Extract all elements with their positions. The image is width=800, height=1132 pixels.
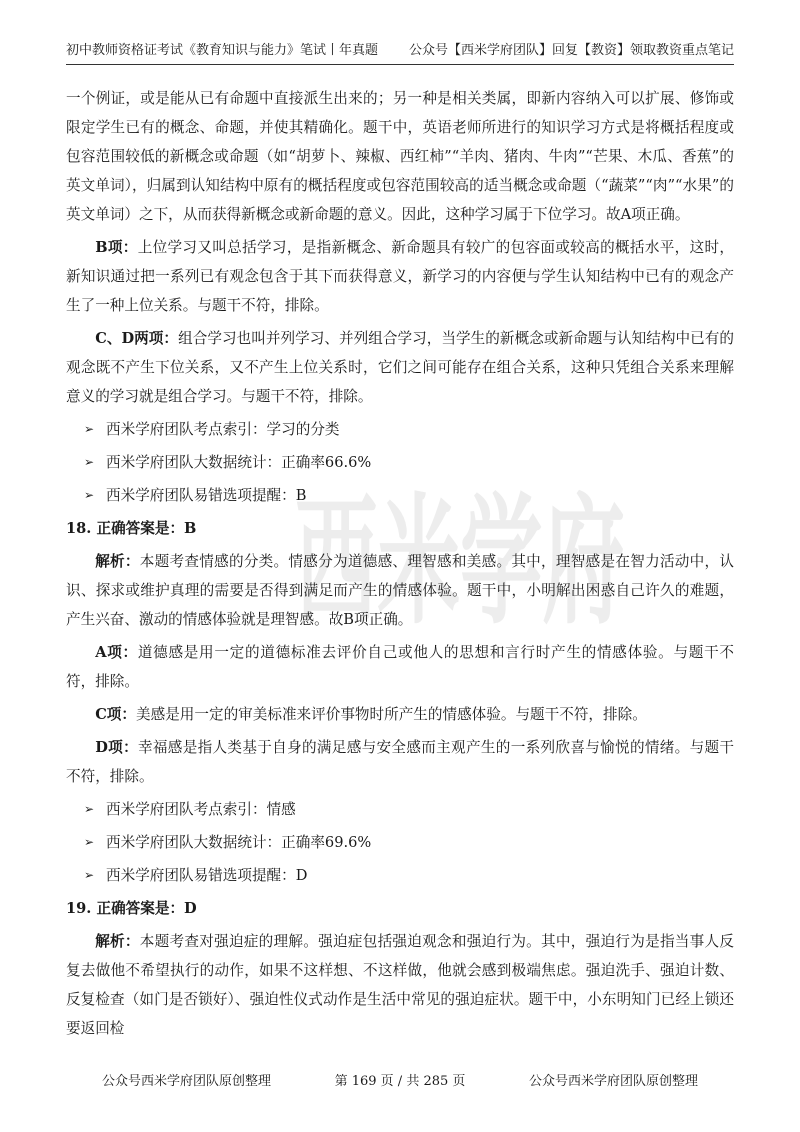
arrow-bullet-icon: ➢ xyxy=(84,835,95,849)
option-d-text: 幸福感是指人类基于自身的满足感与安全感而主观产生的一系列欣喜与愉悦的情绪。与题干不符，排除。 xyxy=(66,739,734,785)
footer-left-text: 公众号西米学府团队原创整理 xyxy=(102,1074,272,1089)
bullet-text: 西米学府团队易错选项提醒：D xyxy=(106,867,308,884)
bullet-text: 西米学府团队大数据统计：正确率66.6% xyxy=(106,454,372,471)
analysis-label: 解析： xyxy=(95,933,140,950)
question-18-option-a xyxy=(66,638,734,696)
arrow-bullet-icon: ➢ xyxy=(84,455,95,469)
option-cd-label: C、D两项： xyxy=(95,330,179,347)
option-c-text: 美感是用一定的审美标准来评价事物时所产生的情感体验。与题干不符，排除。 xyxy=(136,706,647,723)
option-b-label: B项： xyxy=(95,239,138,256)
question-19-answer: 19. 正确答案是：D xyxy=(66,900,197,917)
header-right-text: 公众号【西米学府团队】回复【教资】领取教资重点笔记 xyxy=(408,43,734,58)
analysis-text: 本题考查情感的分类。情感分为道德感、理智感和美感。其中，理智感是在智力活动中，认识、探求或维护真理的需要是否得到满足而产生的情感体验。题干中，小明解出困惑自己许久的难题，产生兴奋、激动的情感体验就是理智感。故B项正确。 xyxy=(66,553,734,628)
bullet-item xyxy=(84,861,734,890)
bullet-text: 西米学府团队考点索引：情感 xyxy=(106,801,296,818)
bullet-item xyxy=(84,795,734,824)
option-cd-text: 组合学习也叫并列学习、并列组合学习，当学生的新概念或新命题与认知结构中已有的观念既不产生下位关系，又不产生上位关系时，它们之间可能存在组合关系，这种只凭组合关系来理解意义的学习就是组合学习。与题干不符，排除。 xyxy=(66,330,734,405)
arrow-bullet-icon: ➢ xyxy=(84,868,95,882)
arrow-bullet-icon: ➢ xyxy=(84,802,95,816)
option-a-text: 道德感是用一定的道德标准去评价自己或他人的思想和言行时产生的情感体验。与题干不符，排除。 xyxy=(66,644,734,690)
paragraph-continued: 一个例证，或是能从已有命题中直接派生出来的；另一种是相关类属，即新内容纳入可以扩展、修饰或限定学生已有的概念、命题，并使其精确化。题干中，英语老师所进行的知识学习方式是将概括程度或包容范围较低的新概念或命题（如“胡萝卜、辣椒、西红柿”“羊肉、猪肉、牛肉”“芒果、木瓜、香蕉”的英文单词），归属到认知结构中原有的概括程度或包容范围较高的适当概念或命题（“蔬菜”“肉”“水果”的英文单词）之下，从而获得新概念或新命题的意义。因此，这种学习属于下位学习。故A项正确。 xyxy=(66,90,734,223)
analysis-text: 本题考查对强迫症的理解。强迫症包括强迫观念和强迫行为。其中，强迫行为是指当事人反复去做他不希望执行的动作，如果不这样想、不这样做，他就会感到极端焦虑。强迫洗手、强迫计数、反复检查（如门是否锁好）、强迫性仪式动作是生活中常见的强迫症状。题干中，小东明知门已经上锁还要返回检 xyxy=(66,933,734,1037)
page-number: 第 169 页 / 共 285 页 xyxy=(334,1074,466,1089)
bullet-item xyxy=(84,448,734,477)
question-18-answer: 18. 正确答案是：B xyxy=(66,520,197,537)
arrow-bullet-icon: ➢ xyxy=(84,488,95,502)
watermark-text: 西米学府 xyxy=(295,481,625,644)
question-18-option-c xyxy=(66,700,734,729)
page-header xyxy=(66,40,734,65)
header-left-text: 初中教师资格证考试《教育知识与能力》笔试丨年真题 xyxy=(66,43,379,58)
option-a-label: A项： xyxy=(95,644,138,661)
option-cd-explanation xyxy=(66,324,734,411)
option-b-text: 上位学习又叫总括学习，是指新概念、新命题具有较广的包容面或较高的概括水平，这时，新知识通过把一系列已有观念包含于其下而获得意义，新学习的内容便与学生认知结构中已有的观念产生了一种上位关系。与题干不符，排除。 xyxy=(66,239,734,314)
bullet-text: 西米学府团队大数据统计：正确率69.6% xyxy=(106,834,372,851)
document-body xyxy=(66,84,734,1047)
arrow-bullet-icon: ➢ xyxy=(84,422,95,436)
option-d-label: D项： xyxy=(95,739,138,756)
analysis-label: 解析： xyxy=(95,553,140,570)
question-18-analysis xyxy=(66,547,734,634)
bullet-item xyxy=(84,481,734,510)
footer-right-text: 公众号西米学府团队原创整理 xyxy=(528,1074,698,1089)
bullet-text: 西米学府团队考点索引：学习的分类 xyxy=(106,421,340,438)
bullet-item xyxy=(84,415,734,444)
question-18-option-d xyxy=(66,733,734,791)
page-footer xyxy=(66,1070,734,1094)
option-b-explanation xyxy=(66,233,734,320)
bullet-item xyxy=(84,828,734,857)
option-c-label: C项： xyxy=(95,706,136,723)
bullet-text: 西米学府团队易错选项提醒：B xyxy=(106,487,307,504)
question-19-analysis xyxy=(66,927,734,1043)
